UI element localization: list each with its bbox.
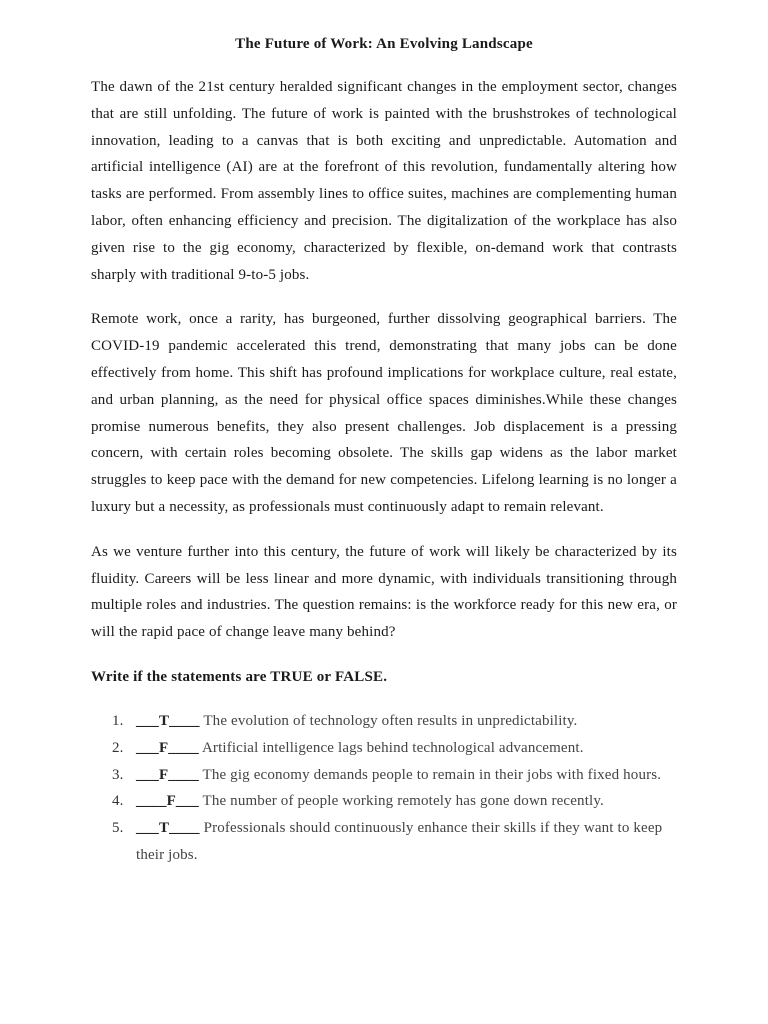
paragraph-1: The dawn of the 21st century heralded significant changes in the employment sector, changes that are still unfolding. The future of work is painted with the brushstrokes of technological innovation, leading to a canvas that is both exciting and unpredictable. Automation and artificial intelligence (AI) are at the forefront of this revolution, fundamentally altering how tasks are performed. From assembly lines to office suites, machines are complementing human labor, often enhancing efficiency and precision. The digitalization of the workplace has also given rise to the gig economy, characterized by flexible, on-demand work that contrasts sharply with traditional 9-to-5 jobs.	[91, 79, 677, 283]
statement-text: The gig economy demands people to remain in their jobs with fixed hours.	[202, 766, 662, 783]
instruction-heading: Write if the statements are TRUE or FALSE.	[91, 668, 388, 685]
item-number: 4.	[112, 793, 124, 810]
paragraph-2: Remote work, once a rarity, has burgeoned, further dissolving geographical barriers. The COVID-19 pandemic accelerated this trend, demonstrating that many jobs can be done effectively from home. This shift has profound implications for workplace culture, real estate, and urban planning, as the need for physical office spaces diminishes.While these changes promise numerous benefits, they also present challenges. Job displacement is a pressing concern, with certain roles becoming obsolete. The skills gap widens as the labor market struggles to keep pace with the demand for new competencies. Lifelong learning is no longer a luxury but a necessity, as professionals must continuously adapt to remain relevant.	[91, 311, 677, 515]
item-number: 2.	[112, 739, 124, 756]
list-item	[112, 762, 677, 789]
statement-text: Professionals should continuously enhance their skills if they want to keep their jobs.	[136, 820, 663, 863]
item-number: 5.	[112, 820, 124, 837]
item-number: 1.	[112, 712, 124, 729]
item-number: 3.	[112, 766, 124, 783]
list-item	[112, 735, 677, 762]
answer-blank: ___T____	[136, 712, 200, 729]
statement-text: The number of people working remotely has gone down recently.	[202, 793, 604, 810]
list-item	[112, 815, 677, 869]
paragraph-3: As we venture further into this century, the future of work will likely be characterized by its fluidity. Careers will be less linear and more dynamic, with individuals transitioning through multiple roles and industries. The question remains: is the workforce ready for this new era, or will the rapid pace of change leave many behind?	[91, 543, 677, 641]
list-item	[112, 708, 677, 735]
statement-text: The evolution of technology often results in unpredictability.	[203, 712, 578, 729]
document-title: The Future of Work: An Evolving Landscape	[235, 36, 533, 52]
statement-list	[91, 708, 677, 869]
answer-blank: ___F____	[136, 766, 199, 783]
statement-text: Artificial intelligence lags behind technological advancement.	[201, 739, 584, 756]
answer-blank: ___T____	[136, 820, 200, 837]
answer-blank: ___F____	[136, 739, 199, 756]
list-item	[112, 788, 677, 815]
answer-blank: ____F___	[136, 793, 199, 810]
